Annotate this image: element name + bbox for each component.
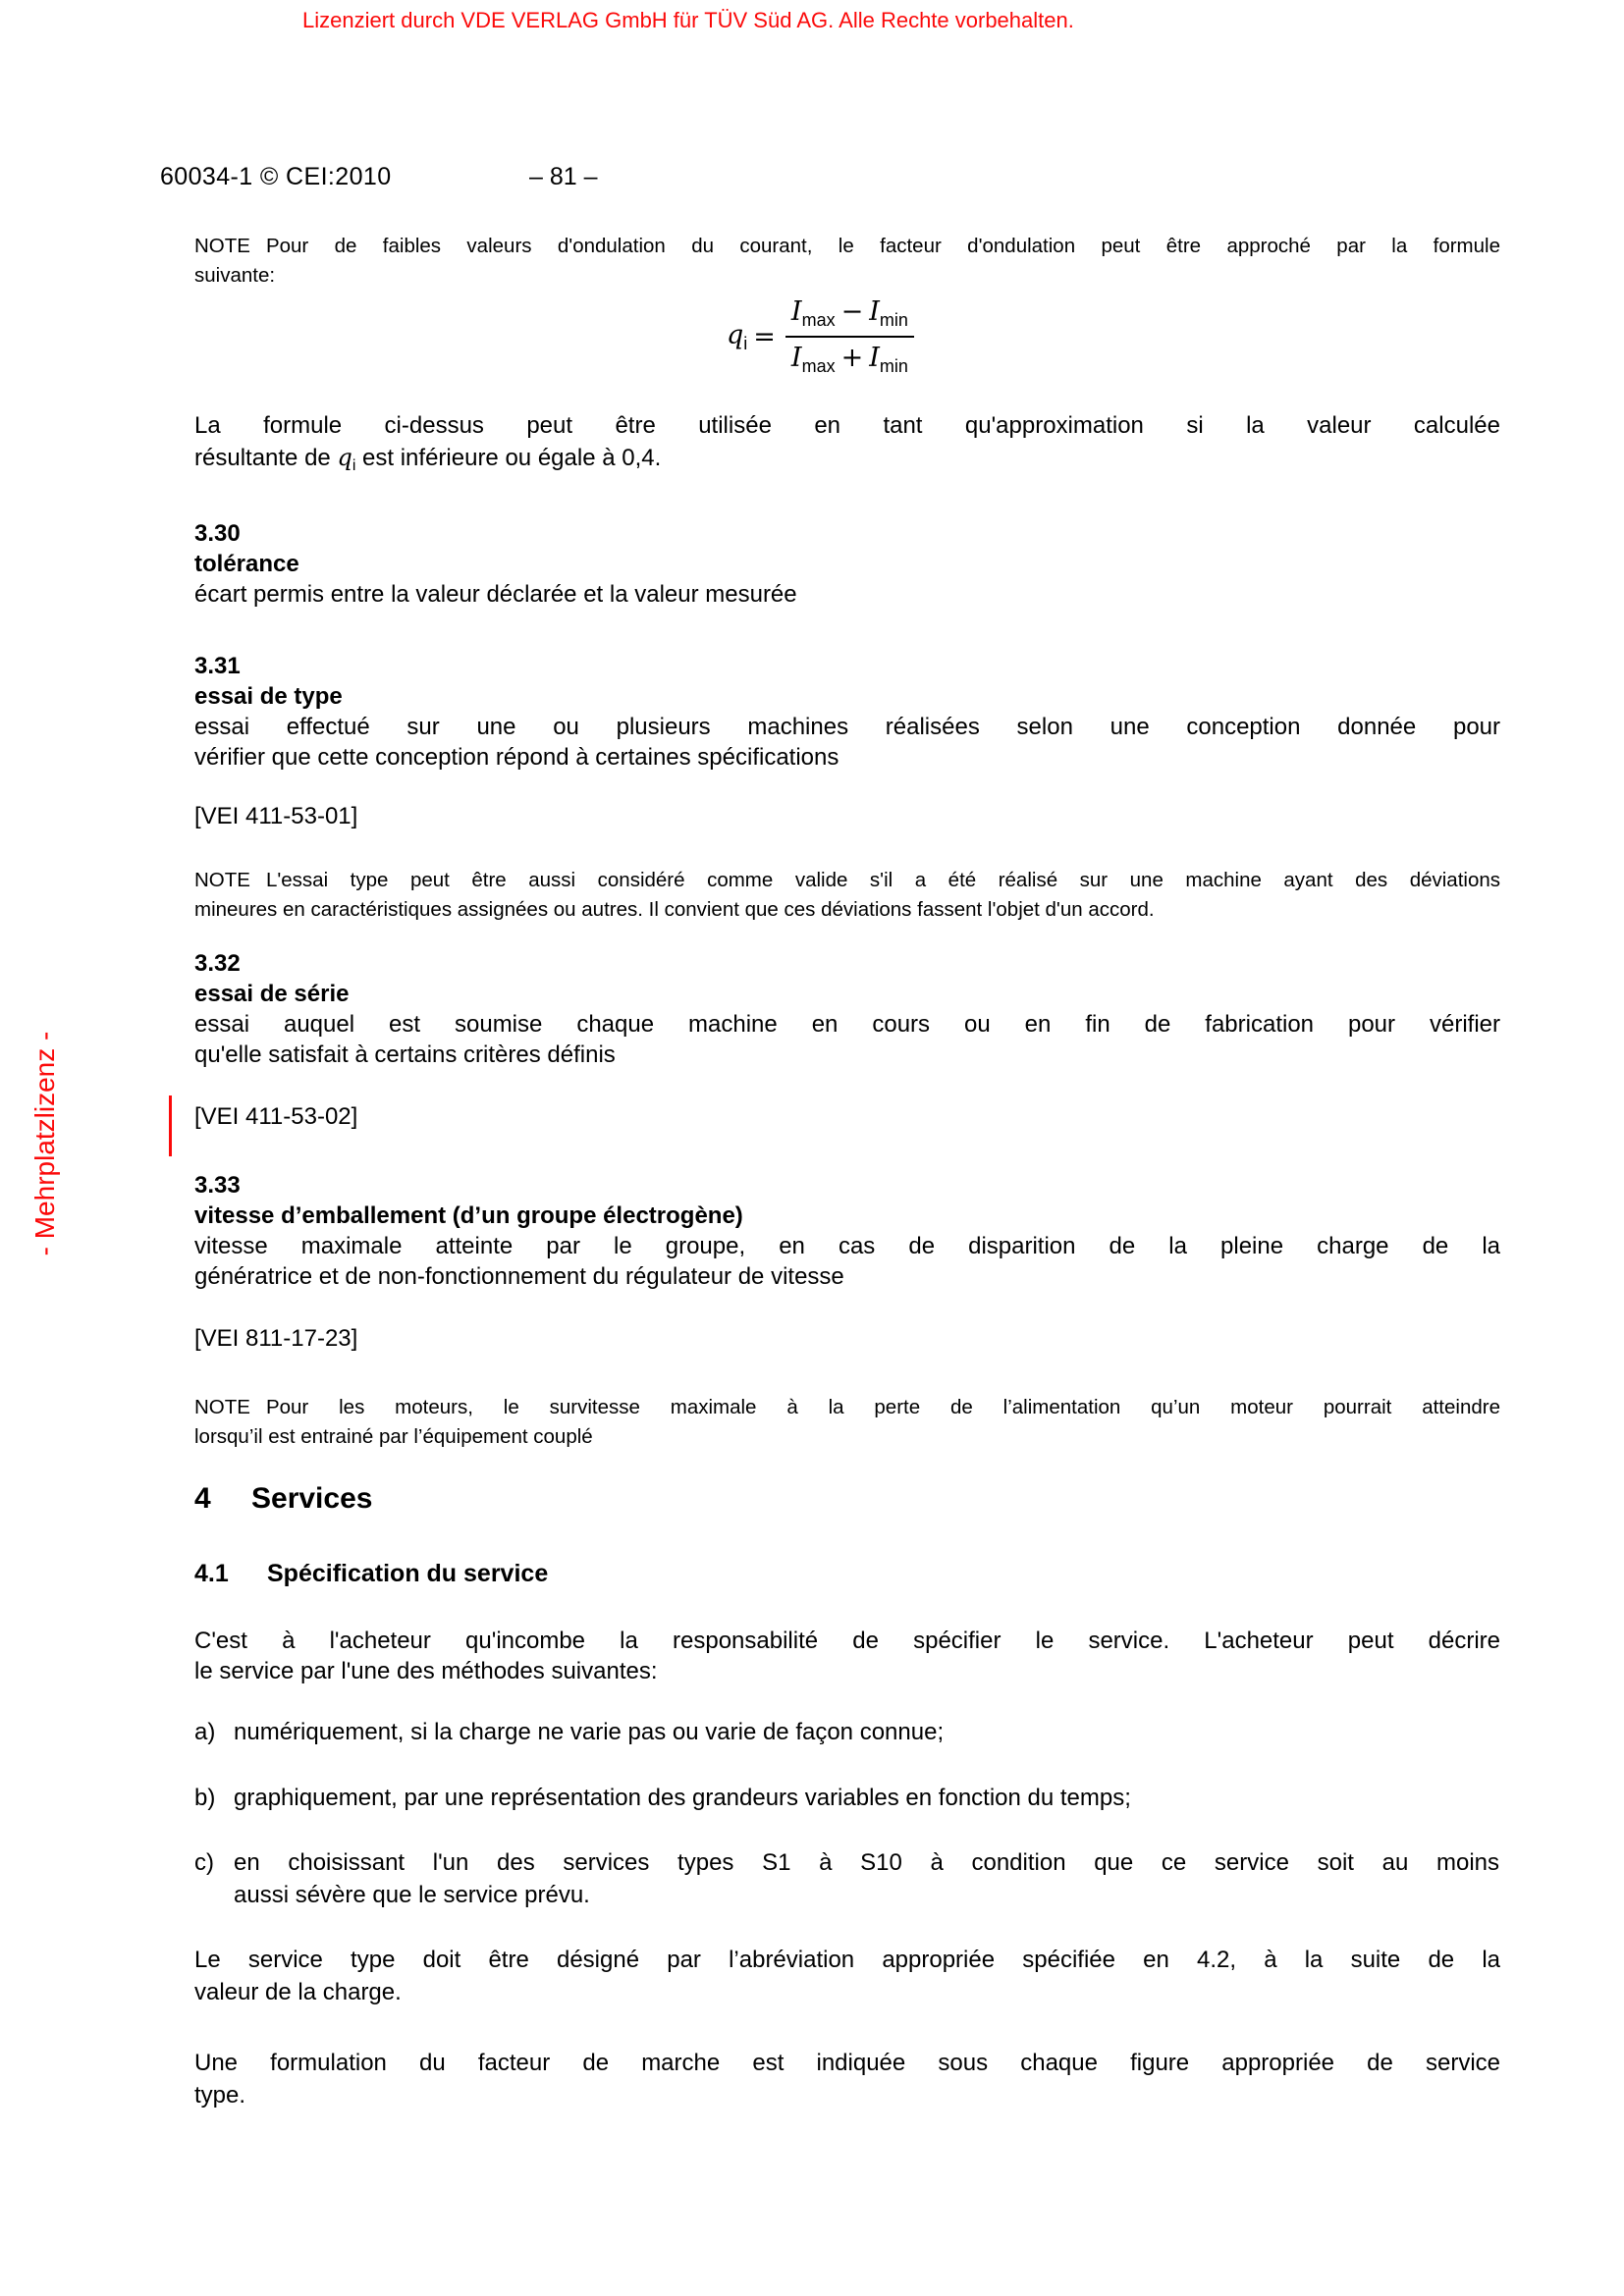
section-term: vitesse d’emballement (d’un groupe électrogène) [194,1202,743,1229]
section-3-33 [194,1170,1500,1292]
fraction-numerator [785,296,914,338]
note-line: suivante: [194,264,276,287]
paragraph-line: le service par l'une des méthodes suivantes: [194,1658,658,1684]
numerator-imin: I [869,296,880,327]
note-label: NOTE [194,869,250,891]
section-number: 3.30 [194,520,241,547]
list-text-line: en choisissant l'un des services types S1 à S10 à condition que ce service soit au moins [234,1849,1499,1876]
list-item-c [194,1846,1499,1911]
note-label: NOTE [194,1396,250,1418]
minus-sign: − [840,296,864,327]
text-segment: résultante de [194,445,338,471]
section-definition-line: qu'elle satisfait à certains critères définis [194,1041,616,1068]
list-item-b [194,1782,1499,1814]
heading-number: 4.1 [194,1560,229,1587]
note-line [194,232,1500,261]
list-marker: a) [194,1719,216,1745]
formula-q: q [727,319,744,350]
heading-number: 4 [194,1482,211,1515]
section-3-32 [194,948,1500,1070]
list-text-line: aussi sévère que le service prévu. [234,1882,590,1908]
section-term: essai de type [194,683,343,710]
reference-vei-811-17-23: [VEI 811-17-23] [194,1325,358,1352]
numerator-imin-sub: min [879,310,908,330]
inline-variable-q: q [337,444,352,471]
heading-title: Services [251,1482,373,1515]
paragraph-line: Le service type doit être désigné par l’abréviation appropriée spécifiée en 4.2, à la suite de la [194,1947,1500,1973]
fraction-denominator [785,338,914,377]
section-definition-line: vérifier que cette conception répond à certaines spécifications [194,744,839,771]
denominator-imin-sub: min [879,356,908,376]
note-line [194,1393,1500,1422]
section-definition-line: génératrice et de non-fonctionnement du régulateur de vitesse [194,1263,844,1290]
paragraph-approximation [194,409,1500,482]
license-banner: Lizenziert durch VDE VERLAG GmbH für TÜV Süd AG. Alle Rechte vorbehalten. [302,8,1074,32]
paragraph-line: type. [194,2082,246,2109]
ripple-factor-formula [727,296,914,377]
paragraph-line: La formule ci-dessus peut être utilisée en tant qu'approximation si la valeur calculée [194,412,1500,439]
section-definition-line: essai effectué sur une ou plusieurs machines réalisées selon une conception donnée pour [194,714,1500,740]
note-label: NOTE [194,235,250,257]
inline-variable-q-sub: i [352,457,356,474]
denominator-imax-sub: max [801,356,836,376]
reference-vei-411-53-01: [VEI 411-53-01] [194,803,358,829]
revision-change-bar [169,1095,172,1156]
section-number: 3.32 [194,950,241,977]
list-marker: b) [194,1785,216,1811]
section-number: 3.31 [194,653,241,679]
note-line: lorsqu’il est entrainé par l’équipement couplé [194,1425,593,1448]
denominator-imax: I [790,343,802,373]
heading-4-services [194,1482,1500,1516]
formula-fraction [785,296,914,377]
note-text: Pour de faibles valeurs d'ondulation du courant, le facteur d'ondulation peut être approché par la formule [265,235,1500,257]
section-3-31 [194,651,1500,773]
denominator-imin: I [869,343,880,373]
paragraph-line: C'est à l'acheteur qu'incombe la responsabilité de spécifier le service. L'acheteur peut décrire [194,1628,1500,1654]
section-number: 3.33 [194,1172,241,1199]
note-ripple-factor [194,232,1500,291]
reference-vei-411-53-02: [VEI 411-53-02] [194,1103,358,1130]
heading-title: Spécification du service [267,1560,549,1587]
paragraph-line: valeur de la charge. [194,1979,402,2005]
formula-lhs [727,320,747,354]
formula-q-sub: i [743,333,748,353]
note-text: L'essai type peut être aussi considéré comme valide s'il a été réalisé sur une machine ayant des déviations [265,869,1500,891]
note-line: mineures en caractéristiques assignées ou autres. Il convient que ces déviations fassent l'objet d'un accord. [194,898,1155,921]
list-item-a [194,1716,1499,1748]
section-definition: écart permis entre la valeur déclarée et la valeur mesurée [194,581,797,608]
list-text: numériquement, si la charge ne varie pas ou varie de façon connue; [234,1719,945,1745]
note-type-test [194,866,1500,925]
section-term: tolérance [194,551,299,577]
paragraph-line [194,442,1500,482]
section-definition-line: vitesse maximale atteinte par le groupe, en cas de disparition de la pleine charge de la [194,1233,1500,1259]
note-text: Pour les moteurs, le survitesse maximale à la perte de l’alimentation qu’un moteur pourrait atteindre [265,1396,1500,1418]
paragraph-line: Une formulation du facteur de marche est indiquée sous chaque figure appropriée de service [194,2050,1500,2076]
section-definition-line: essai auquel est soumise chaque machine en cours ou en fin de fabrication pour vérifier [194,1011,1500,1038]
list-text: graphiquement, par une représentation des grandeurs variables en fonction du temps; [234,1785,1131,1811]
paragraph-buyer-responsibility [194,1626,1500,1686]
paragraph-duty-factor [194,2047,1500,2111]
equals-sign: = [753,321,776,352]
section-term: essai de série [194,981,350,1007]
section-3-30 [194,518,1500,610]
note-overspeed [194,1393,1500,1452]
text-segment: est inférieure ou égale à 0,4. [355,445,662,471]
paragraph-duty-designation [194,1944,1500,2008]
heading-4-1-specification [194,1560,1500,1588]
page-number: – 81 – [529,163,598,190]
numerator-imax: I [790,296,802,327]
list-marker: c) [194,1849,214,1876]
document-reference: 60034-1 © CEI:2010 [160,163,392,190]
note-line [194,866,1500,895]
plus-sign: + [840,343,864,373]
numerator-imax-sub: max [801,310,836,330]
sidebar-license-note: - Mehrplatzlizenz - [29,1031,60,1256]
